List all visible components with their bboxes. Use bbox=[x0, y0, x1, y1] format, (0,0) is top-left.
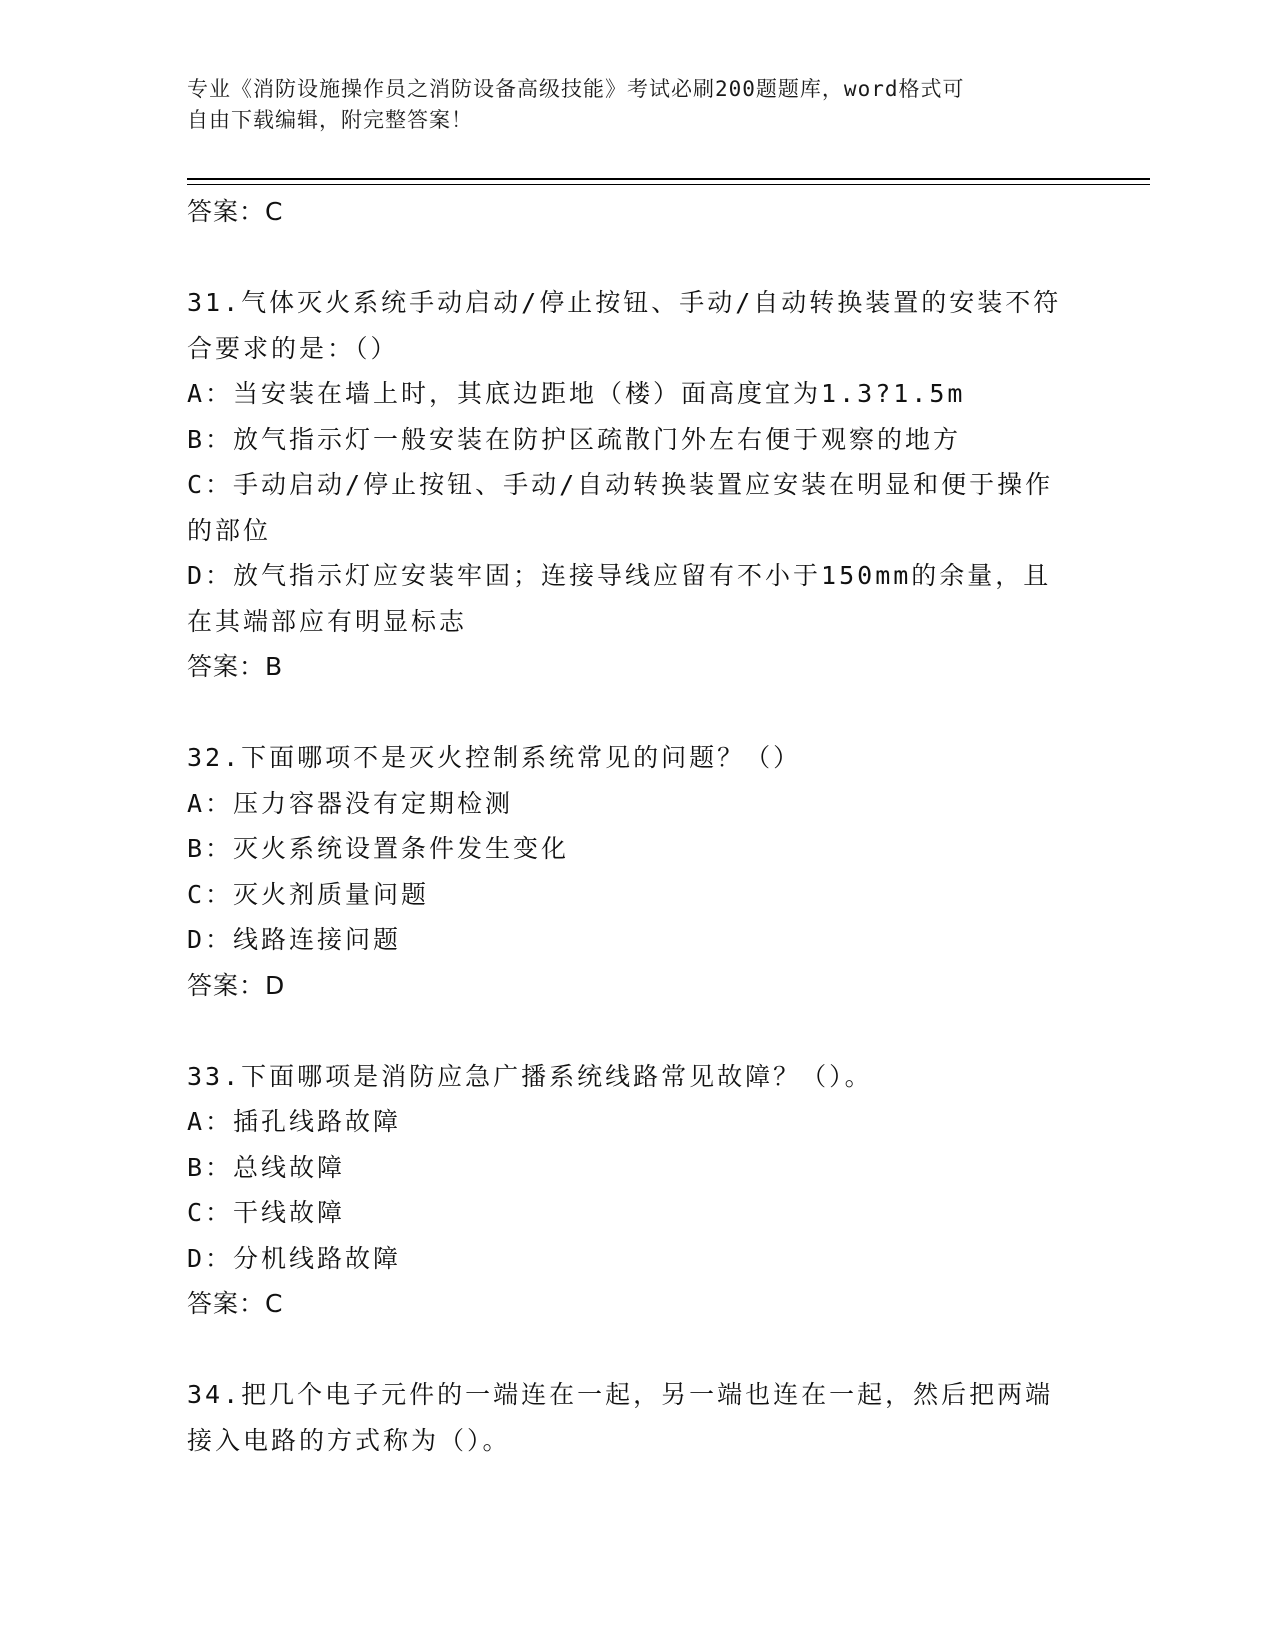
option-c: C：手动启动/停止按钮、手动/自动转换装置应安装在明显和便于操作 bbox=[187, 470, 1054, 499]
spacer bbox=[187, 1008, 1077, 1054]
question-34 bbox=[187, 1372, 1077, 1463]
answer: 答案：D bbox=[187, 970, 286, 1000]
question-33 bbox=[187, 1054, 1077, 1327]
header-line-1: 专业《消防设施操作员之消防设备高级技能》考试必刷200题题库，word格式可 bbox=[187, 77, 965, 101]
option-a: A：压力容器没有定期检测 bbox=[187, 788, 514, 818]
option-d: D：放气指示灯应安装牢固；连接导线应留有不小于150mm的余量，且 bbox=[187, 561, 1052, 590]
question-stem: 31.气体灭火系统手动启动/停止按钮、手动/自动转换装置的安装不符 bbox=[187, 288, 1062, 317]
option-b: B：总线故障 bbox=[187, 1152, 346, 1182]
page-header bbox=[187, 74, 1087, 136]
header-rule-thick bbox=[187, 178, 1150, 180]
option-d: D：线路连接问题 bbox=[187, 925, 402, 954]
answer: 答案：C bbox=[187, 1289, 284, 1318]
question-stem: 33.下面哪项是消防应急广播系统线路常见故障？（）。 bbox=[187, 1061, 873, 1091]
spacer bbox=[187, 235, 1077, 281]
answer: 答案：B bbox=[187, 652, 284, 681]
option-a: A：当安装在墙上时，其底边距地（楼）面高度宜为1.3?1.5m bbox=[187, 379, 966, 408]
question-stem-cont: 合要求的是：（） bbox=[187, 333, 399, 363]
question-stem: 34.把几个电子元件的一端连在一起，另一端也连在一起，然后把两端 bbox=[187, 1380, 1054, 1409]
spacer bbox=[187, 690, 1077, 736]
option-c-cont: 的部位 bbox=[187, 515, 272, 545]
answer-previous: 答案：C bbox=[187, 197, 284, 226]
question-32 bbox=[187, 735, 1077, 1008]
question-stem: 32.下面哪项不是灭火控制系统常见的问题？（） bbox=[187, 743, 802, 772]
option-b: B：灭火系统设置条件发生变化 bbox=[187, 834, 570, 863]
option-a: A：插孔线路故障 bbox=[187, 1107, 402, 1136]
question-stem-cont: 接入电路的方式称为（）。 bbox=[187, 1425, 511, 1455]
option-d: D：分机线路故障 bbox=[187, 1243, 402, 1273]
option-c: C：灭火剂质量问题 bbox=[187, 879, 430, 909]
option-b: B：放气指示灯一般安装在防护区疏散门外左右便于观察的地方 bbox=[187, 424, 962, 454]
option-c: C：干线故障 bbox=[187, 1198, 346, 1227]
spacer bbox=[187, 1327, 1077, 1373]
header-line-2: 自由下载编辑，附完整答案！ bbox=[187, 108, 473, 132]
header-rule-thin bbox=[187, 184, 1150, 185]
question-31 bbox=[187, 280, 1077, 690]
option-d-cont: 在其端部应有明显标志 bbox=[187, 606, 468, 636]
question-list bbox=[187, 189, 1077, 1463]
